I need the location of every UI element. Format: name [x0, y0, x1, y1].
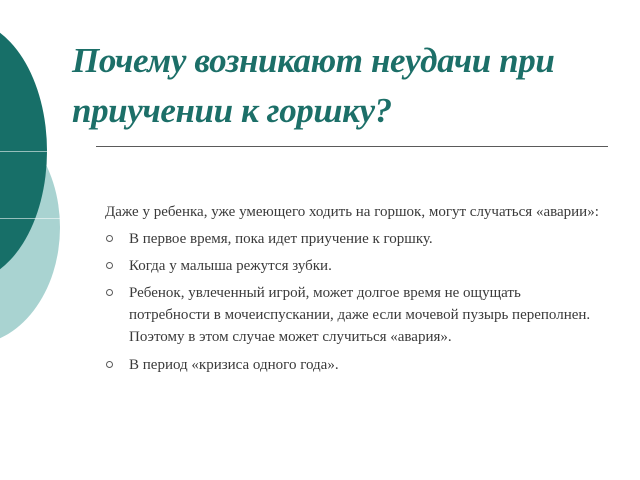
hollow-circle-bullet-icon — [106, 262, 113, 269]
hollow-circle-bullet-icon — [106, 361, 113, 368]
hollow-circle-bullet-icon — [106, 235, 113, 242]
bullet-item-teething — [105, 255, 605, 277]
bullet-text: В первое время, пока идет приучение к горшку. — [129, 231, 433, 247]
hollow-circle-bullet-icon — [106, 289, 113, 296]
title-underline-rule — [96, 146, 608, 147]
slide-title — [72, 36, 602, 136]
bullet-item-first-time — [105, 228, 605, 250]
bullet-text: В период «кризиса одного года». — [129, 357, 339, 373]
bullet-list — [105, 228, 605, 381]
bullet-text: Когда у малыша режутся зубки. — [129, 258, 332, 274]
bullet-text: Ребенок, увлеченный игрой, может долгое время не ощущать потребности в мочеиспускании, даже если мочевой пузырь переполнен. Поэтому в этом случае может случиться «авария». — [129, 285, 591, 345]
bullet-item-one-year-crisis — [105, 354, 605, 376]
slide-title-line-1: Почему возникают неудачи при — [72, 41, 555, 80]
decorative-divider-line-upper — [0, 151, 62, 152]
slide-title-line-2: приучении к горшку? — [72, 91, 392, 130]
intro-paragraph: Даже у ребенка, уже умеющего ходить на горшок, могут случаться «аварии»: — [105, 204, 599, 220]
decorative-divider-line-lower — [0, 218, 62, 219]
bullet-item-playing-child — [105, 282, 605, 348]
